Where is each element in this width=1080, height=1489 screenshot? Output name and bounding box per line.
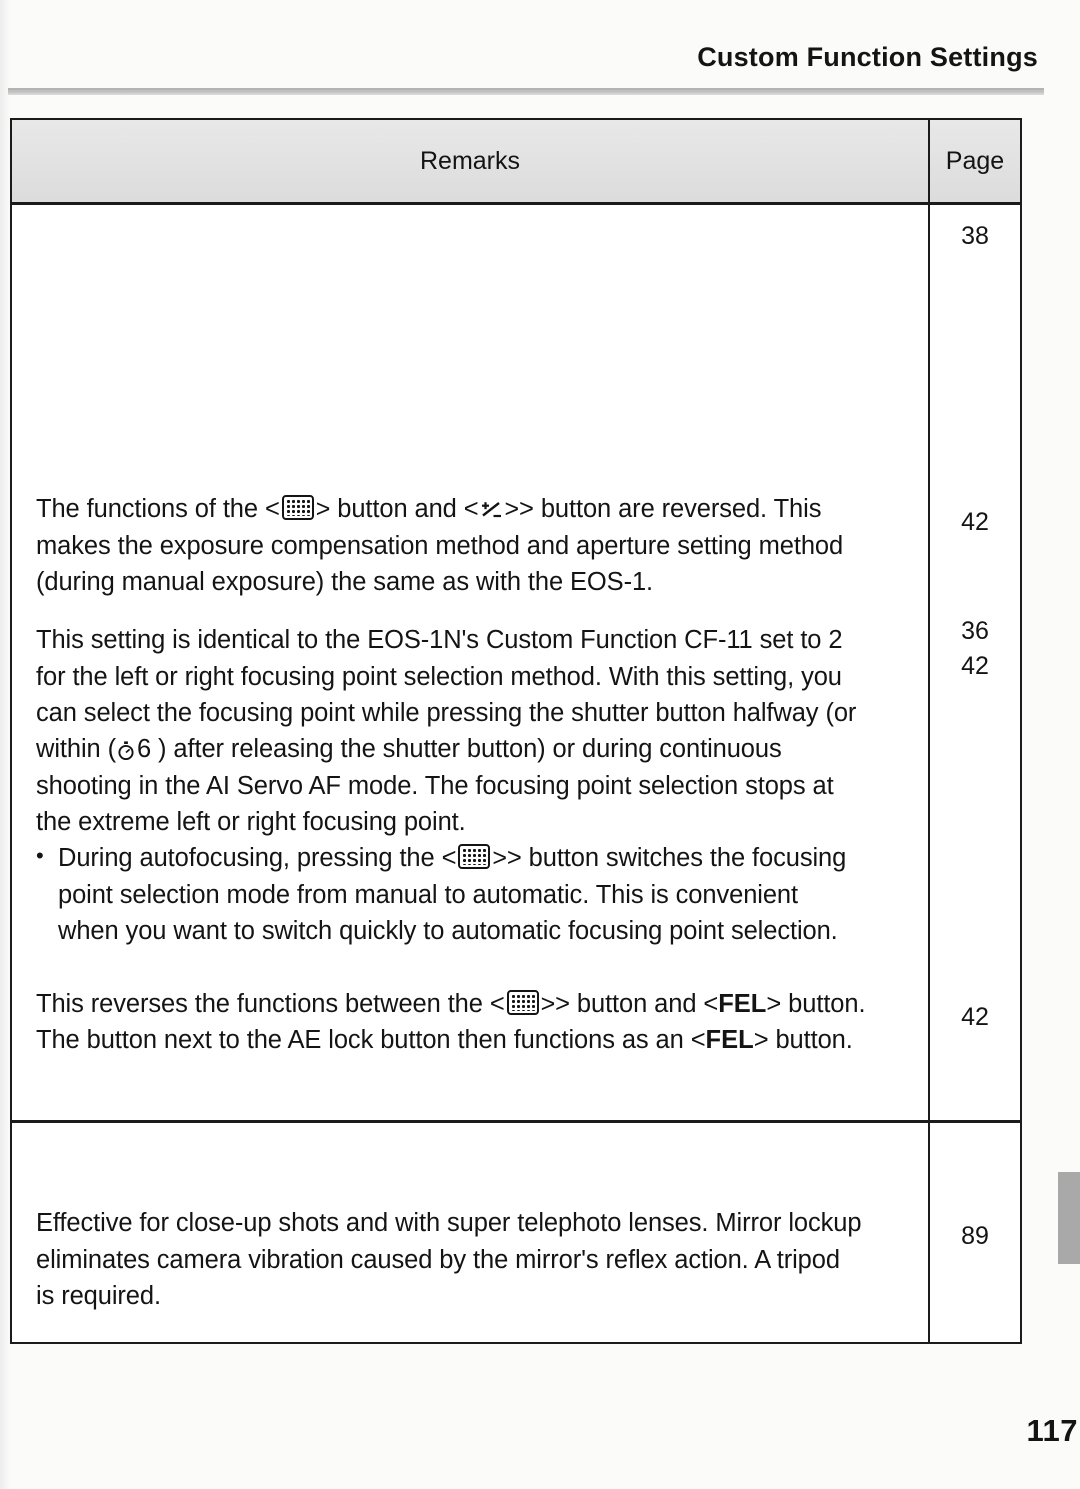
- page-cell: [930, 491, 1020, 600]
- remarks-paragraph: [12, 491, 928, 600]
- bullet-text: [58, 840, 904, 949]
- remarks-text-line: is required.: [36, 1282, 161, 1311]
- remarks-text-segment: During autofocusing, pressing the <: [58, 844, 457, 873]
- table-row: [12, 491, 1020, 600]
- custom-function-settings-table: [10, 118, 1022, 1344]
- table-row: [12, 950, 1020, 1124]
- thumb-index-tab: [1058, 1172, 1080, 1264]
- page-number: 42: [961, 651, 989, 680]
- remarks-text-line: eliminates camera vibration caused by the mirror's reflex action. A tripod: [36, 1245, 840, 1274]
- page-number: 42: [961, 508, 989, 536]
- page-number: 42: [961, 1002, 989, 1031]
- remarks-text-segment: > button.: [766, 989, 866, 1018]
- fel-label: FEL: [718, 989, 767, 1018]
- page-cell: [930, 205, 1020, 491]
- running-head-title: Custom Function Settings: [697, 42, 1038, 72]
- exposure-compensation-icon: [480, 498, 504, 522]
- angle-bracket-close: >: [504, 495, 520, 523]
- remarks-text-line: [58, 840, 904, 877]
- remarks-text-line: [36, 1022, 904, 1058]
- remarks-text-segment: This reverses the functions between the <: [36, 989, 505, 1018]
- remarks-cell: [12, 1123, 930, 1342]
- page-cell: [930, 1123, 1020, 1342]
- column-header-page: Page: [930, 120, 1020, 202]
- remarks-text-line: can select the focusing point while pressing the shutter button halfway (or: [36, 698, 857, 727]
- remarks-text-line: for the left or right focusing point selection method. With this setting, you: [36, 662, 842, 691]
- remarks-text-line: point selection mode from manual to automatic. This is convenient: [58, 880, 798, 909]
- remarks-bullet-item: [12, 840, 928, 949]
- remarks-text-line: shooting in the AI Servo AF mode. The focusing point selection stops at: [36, 771, 834, 800]
- focusing-point-selection-icon: [458, 844, 490, 869]
- table-row: [12, 600, 1020, 949]
- remarks-text-line: Effective for close-up shots and with super telephoto lenses. Mirror lockup: [36, 1209, 862, 1238]
- remarks-paragraph: [12, 986, 928, 1059]
- remarks-text-line: makes the exposure compensation method and aperture setting method: [36, 531, 844, 560]
- remarks-text-segment: 6 ) after releasing the shutter button) or during continuous: [136, 735, 782, 764]
- page-number: 89: [961, 1222, 989, 1251]
- page-cell: [930, 950, 1020, 1121]
- self-timer-icon: [116, 740, 136, 761]
- table-header-row: [12, 120, 1020, 205]
- page-cell: [930, 600, 1020, 949]
- table-row: [12, 1123, 1020, 1342]
- remarks-text-segment: The functions of the <: [36, 495, 280, 523]
- angle-bracket-close: >: [540, 989, 556, 1018]
- angle-bracket-close: >: [315, 495, 331, 523]
- remarks-text-line: [36, 986, 904, 1023]
- fel-label: FEL: [705, 1026, 754, 1055]
- remarks-paragraph: [12, 1205, 928, 1314]
- remarks-text-line: [36, 731, 904, 767]
- remarks-text-segment: within (: [36, 735, 116, 764]
- remarks-cell: [12, 950, 930, 1121]
- column-header-remarks: Remarks: [12, 120, 930, 202]
- focusing-point-selection-icon: [282, 495, 314, 520]
- page-number: 38: [961, 222, 989, 250]
- remarks-text-segment: > button.: [753, 1026, 853, 1055]
- remarks-text-line: (during manual exposure) the same as with the EOS-1.: [36, 567, 654, 596]
- header-rule: [8, 88, 1044, 95]
- remarks-text-segment: button and <: [330, 495, 479, 523]
- angle-bracket-close: >: [492, 844, 507, 873]
- page-number-folio: 117: [1026, 1413, 1078, 1448]
- remarks-text-line: This setting is identical to the EOS-1N's Custom Function CF-11 set to 2: [36, 626, 843, 655]
- table-row: [12, 205, 1020, 491]
- remarks-cell: [12, 600, 930, 949]
- remarks-text-segment: > button are reversed. This: [519, 495, 822, 523]
- remarks-text-line: when you want to switch quickly to automatic focusing point selection.: [58, 917, 838, 946]
- table-body: [12, 205, 1020, 1342]
- remarks-paragraph: [12, 622, 928, 840]
- bullet-marker: •: [36, 843, 44, 869]
- remarks-cell: [12, 491, 930, 600]
- remarks-text-segment: The button next to the AE lock button then functions as an <: [36, 1026, 706, 1055]
- remarks-text-segment: > button and <: [555, 989, 719, 1018]
- page-number: 36: [961, 617, 989, 646]
- remarks-text-segment: > button switches the focusing: [506, 844, 847, 873]
- remarks-text-line: the extreme left or right focusing point.: [36, 807, 466, 836]
- focusing-point-selection-icon: [507, 990, 539, 1015]
- remarks-cell: [12, 205, 930, 491]
